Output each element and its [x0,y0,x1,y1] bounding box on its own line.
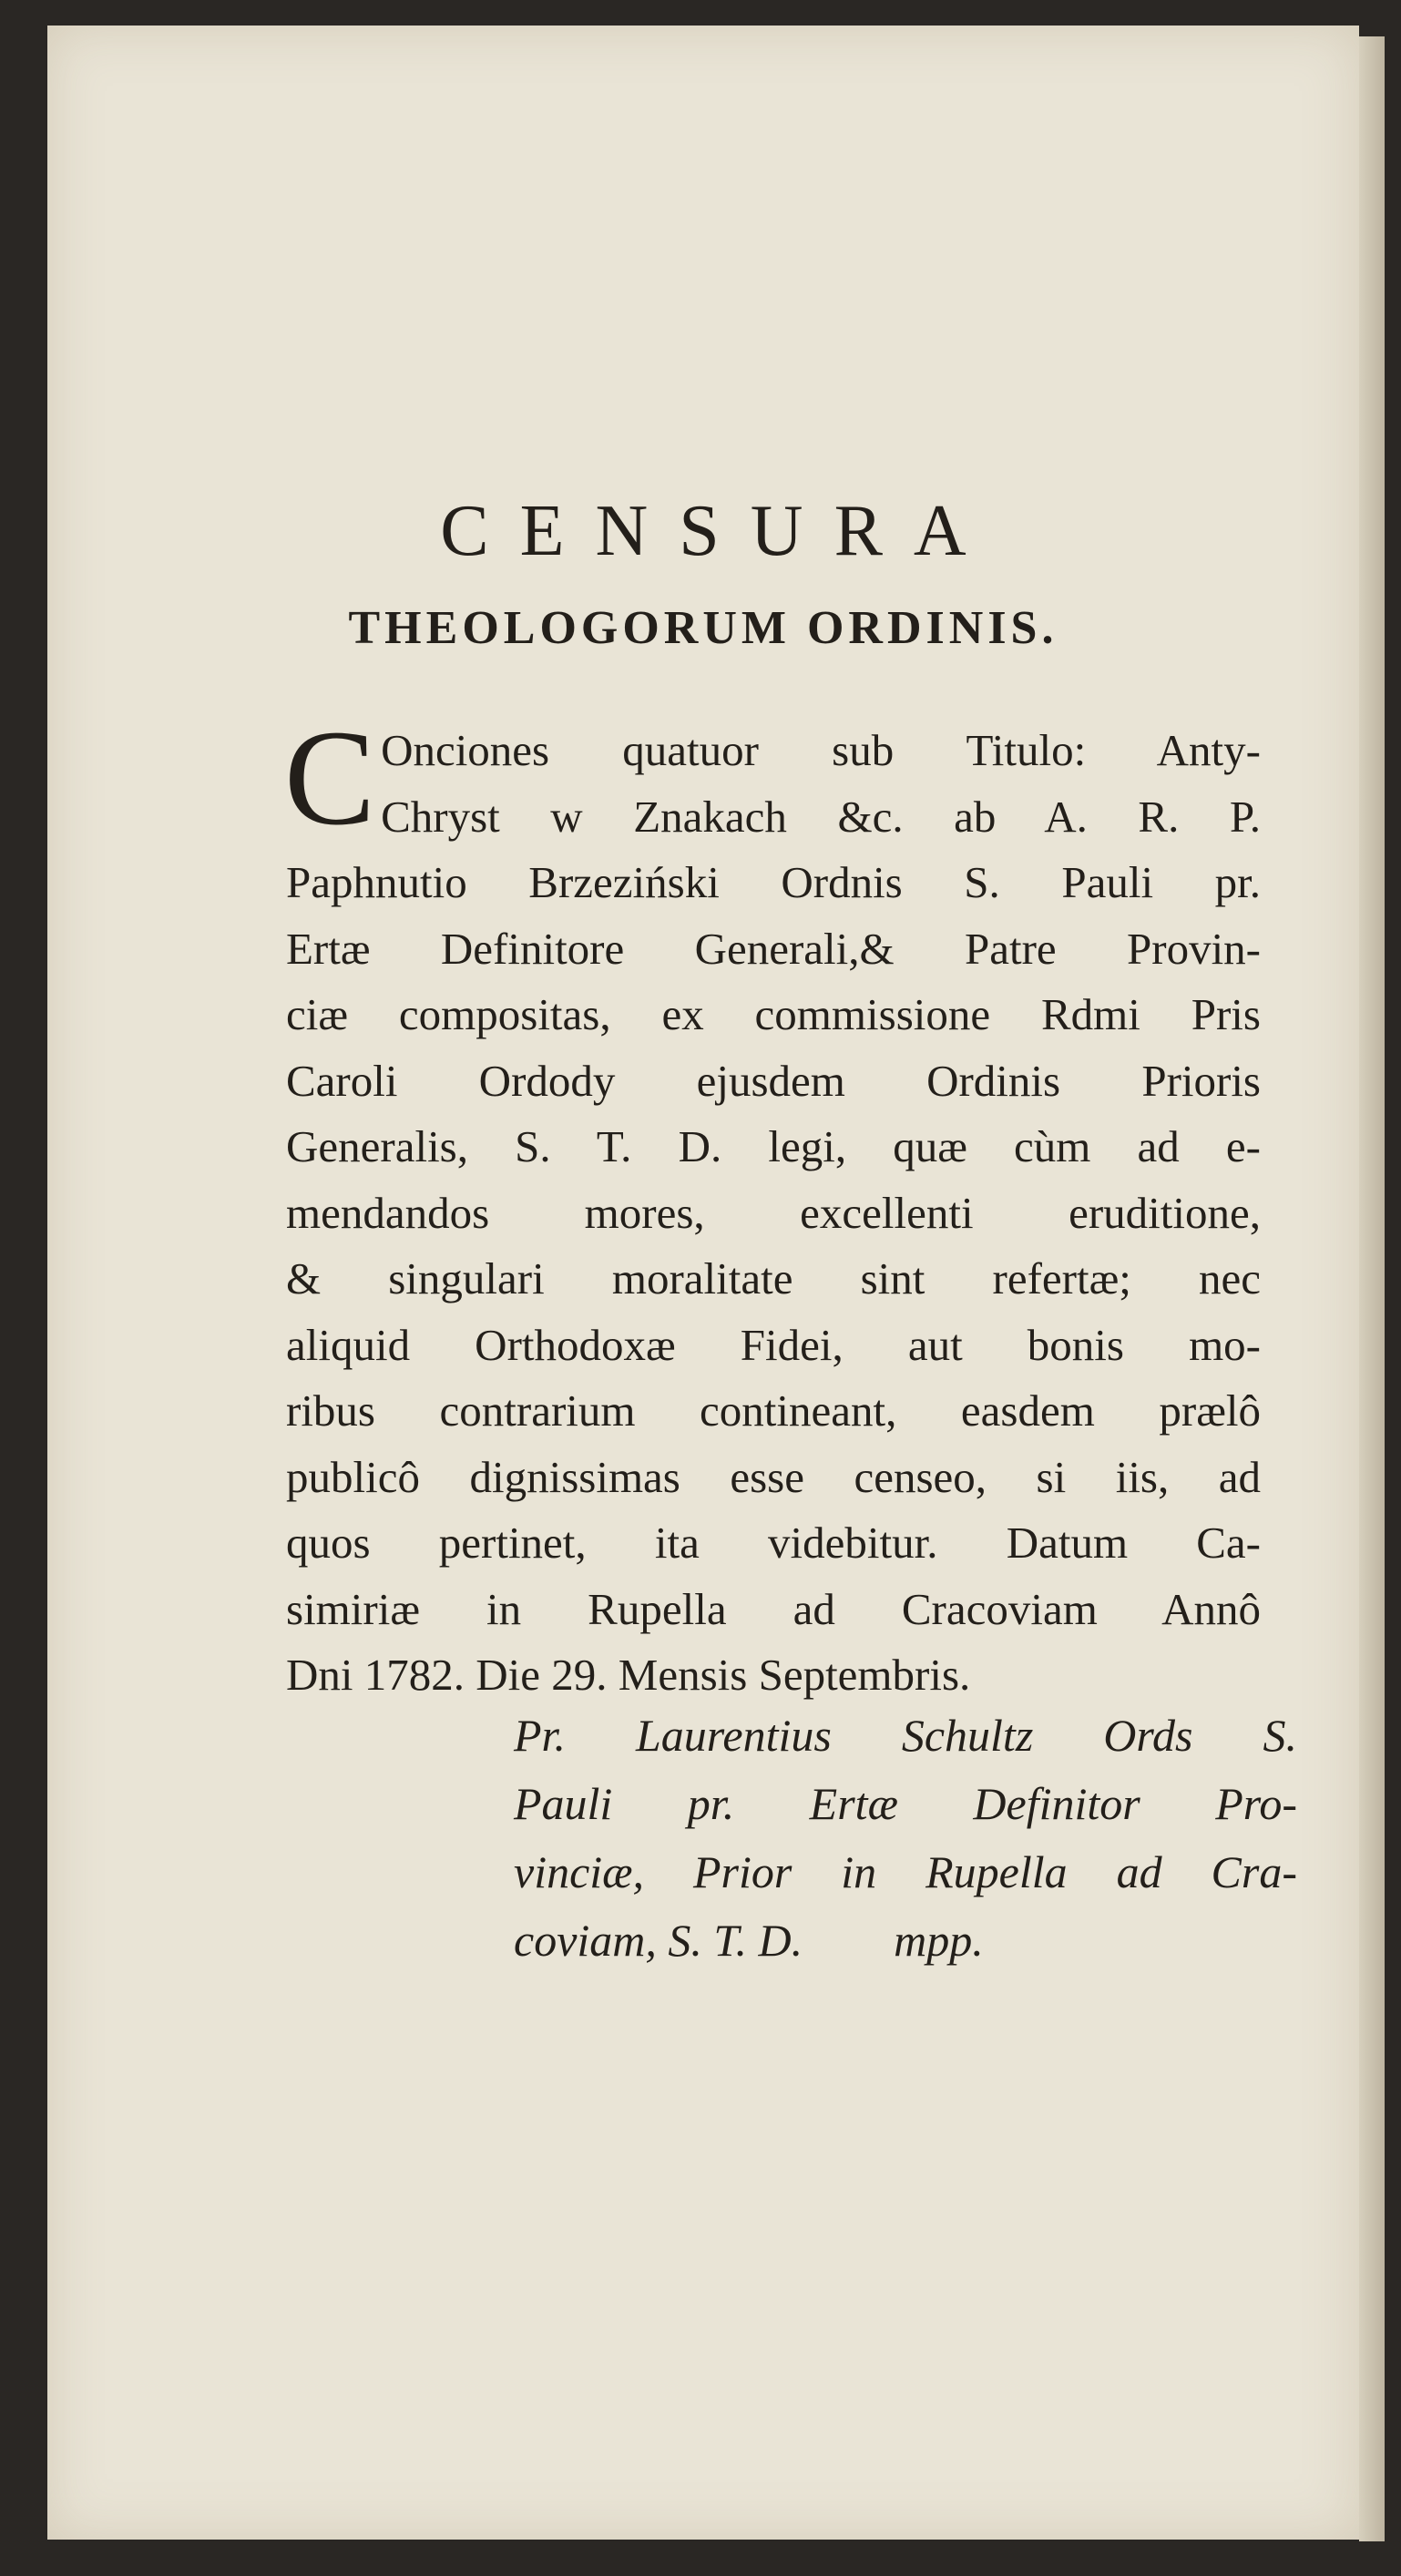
background-edge [1385,27,1401,2576]
body-line: Dni 1782. Die 29. Mensis Septembris. [286,1650,971,1700]
body-line: Caroli Ordody ejusdem Ordinis Prioris [286,1055,1261,1106]
signature-line: coviam, S. T. D. mpp. [514,1915,984,1966]
censura-body [284,702,1261,1709]
signature-line: vinciæ, Prior in Rupella ad Cra- [514,1846,1297,1897]
signature-line: Pr. Laurentius Schultz Ords S. [514,1710,1297,1761]
body-line: Ertæ Definitore Generali,& Patre Provin- [286,923,1261,974]
body-line: publicô dignissimas esse censeo, si iis, ad [286,1451,1261,1502]
body-line: Onciones quatuor sub Titulo: Anty- [381,725,1261,775]
body-line: mendandos mores, excellenti eruditione, [286,1187,1261,1238]
signature-line: Pauli pr. Ertæ Definitor Pro- [514,1778,1297,1829]
document-page [47,26,1359,2540]
body-line: ribus contrarium contineant, easdem prælô [286,1385,1261,1436]
page-edge [1359,36,1385,2541]
body-line: & singulari moralitate sint refertæ; nec [286,1253,1261,1303]
drop-cap: C [284,702,376,854]
body-line: Chryst w Znakach &c. ab A. R. P. [381,791,1261,842]
body-line: aliquid Orthodoxæ Fidei, aut bonis mo- [286,1319,1261,1370]
body-line: quos pertinet, ita videbitur. Datum Ca- [286,1518,1261,1568]
body-line: simiriæ in Rupella ad Cracoviam Annô [286,1583,1261,1634]
body-line: Paphnutio Brzeziński Ordnis S. Pauli pr. [286,857,1261,907]
signature-block [514,1702,1297,1975]
body-line: Generalis, S. T. D. legi, quæ cùm ad e- [286,1121,1261,1171]
page-subtitle: THEOLOGORUM ORDINIS. [348,602,1058,654]
page-title: CENSURA [440,491,997,571]
body-line: ciæ compositas, ex commissione Rdmi Pris [286,989,1261,1039]
